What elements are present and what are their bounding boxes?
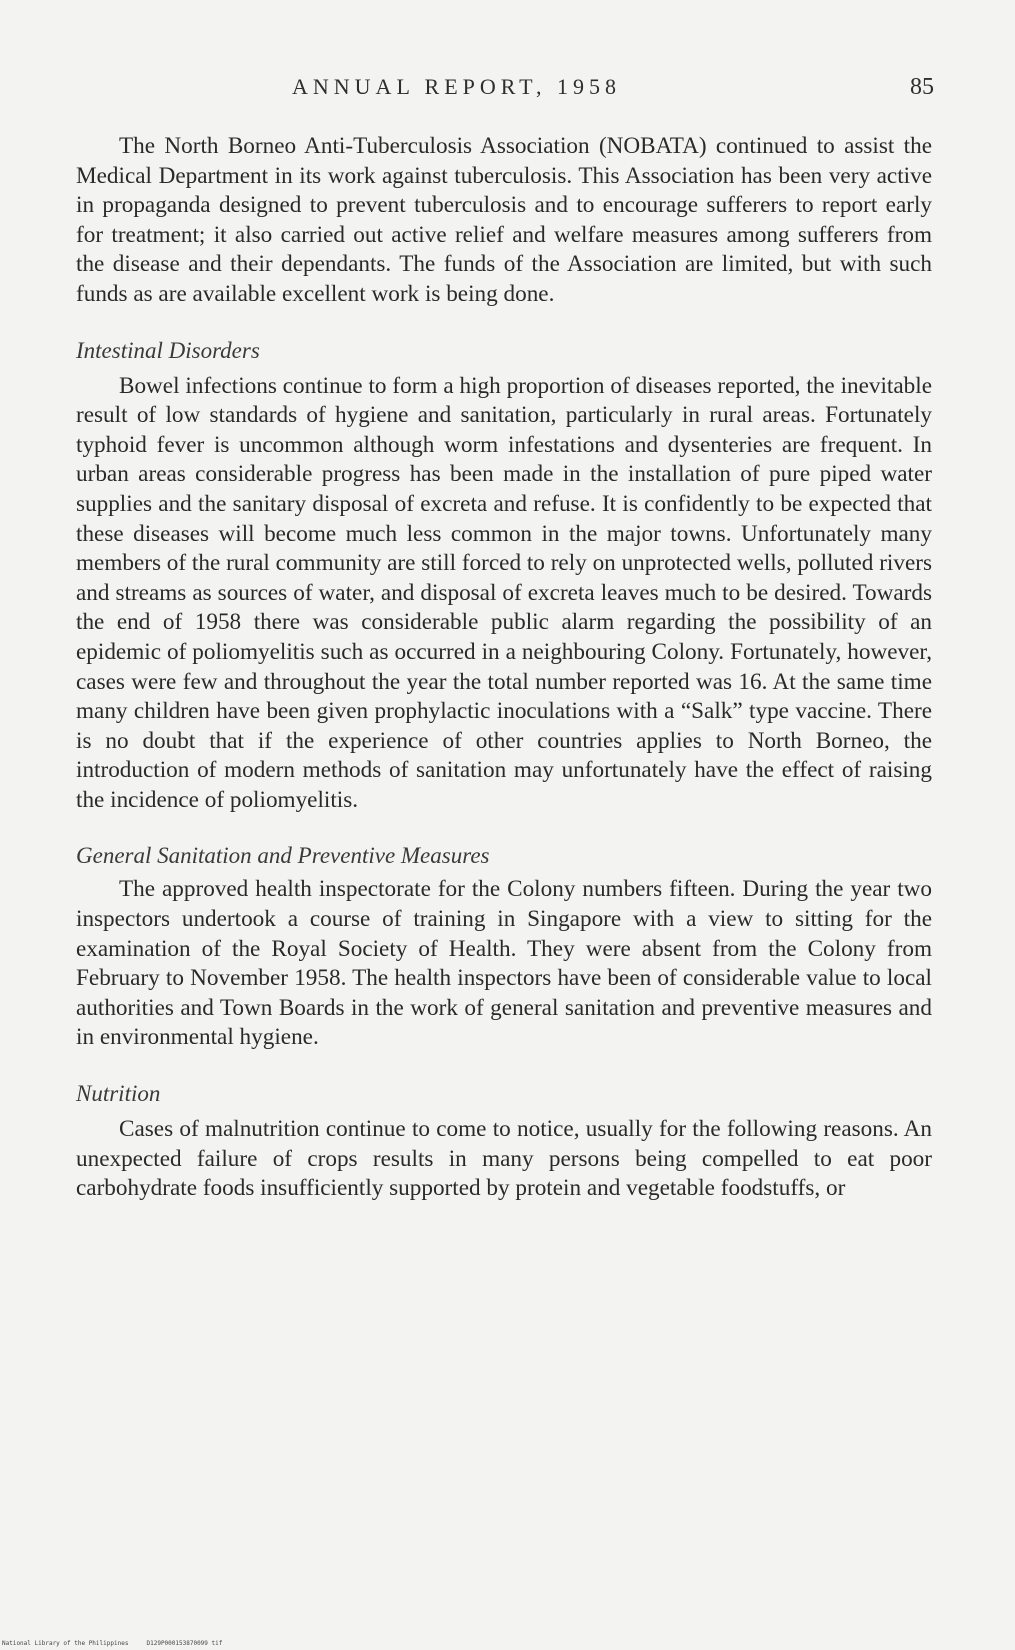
- section-heading-intestinal-disorders: Intestinal Disorders: [76, 337, 260, 363]
- page-number: 85: [910, 74, 934, 100]
- paragraph-general-sanitation: The approved health inspectorate for the Colony numbers fifteen. During the year two inspectors undertook a course of training in Singapore with a view to sitting for the examination of the Royal Society of Health. They were absent from the Colony from February to November 1958. The health inspectors have been of considerable value to local authorities and Town Boards in the work of general sanitation and preventive measures and in environmental hygiene.: [76, 876, 932, 1051]
- page-header: [0, 74, 1015, 110]
- report-body: [76, 132, 932, 1204]
- scan-credit: National Library of the Philippines D129P000153870099 tif: [2, 1640, 223, 1647]
- paragraph-nobata: The North Borneo Anti-Tuberculosis Association (NOBATA) continued to assist the Medical Department in its work against tuberculosis. This Association has been very active in propaganda designed to prevent tuberculosis and to encourage sufferers to report early for treatment; it also carried out active relief and welfare measures among sufferers from the disease and their dependants. The funds of the Association are limited, but with such funds as are available excellent work is being done.: [76, 133, 932, 307]
- paragraph-intestinal-disorders: Bowel infections continue to form a high proportion of diseases reported, the inevitable result of low standards of hygiene and sanitation, particularly in rural areas. Fortunately typhoid fever is uncommon although worm infestations and dysenteries are frequent. In urban areas considerable progress has been made in the installation of pure piped water supplies and the sanitary disposal of excreta and refuse. It is confidently to be expected that these diseases will become much less common in the major towns. Unfortunately many members of the rural community are still forced to rely on unprotected wells, polluted rivers and streams as sources of water, and disposal of excreta leaves much to be desired. Towards the end of 1958 there was considerable public alarm regarding the possibility of an epidemic of poliomyelitis such as occurred in a neighbouring Colony. Fortunately, however, cases were few and throughout the year the total number reported was 16. At the same time many children have been given prophylactic inoculations with a “Salk” type vaccine. There is no doubt that if the experience of other countries applies to North Borneo, the introduction of modern methods of sanitation may unfortunately have the effect of raising the incidence of poliomyelitis.: [76, 372, 932, 813]
- paragraph-nutrition: Cases of malnutrition continue to come to notice, usually for the following reasons. An unexpected failure of crops results in many persons being compelled to eat poor carbohydrate foods insufficiently supported by protein and vegetable foodstuffs, or: [76, 1116, 932, 1202]
- section-heading-general-sanitation: General Sanitation and Preventive Measures: [76, 843, 490, 869]
- running-title: ANNUAL REPORT, 1958: [292, 74, 621, 99]
- section-heading-nutrition: Nutrition: [76, 1081, 161, 1107]
